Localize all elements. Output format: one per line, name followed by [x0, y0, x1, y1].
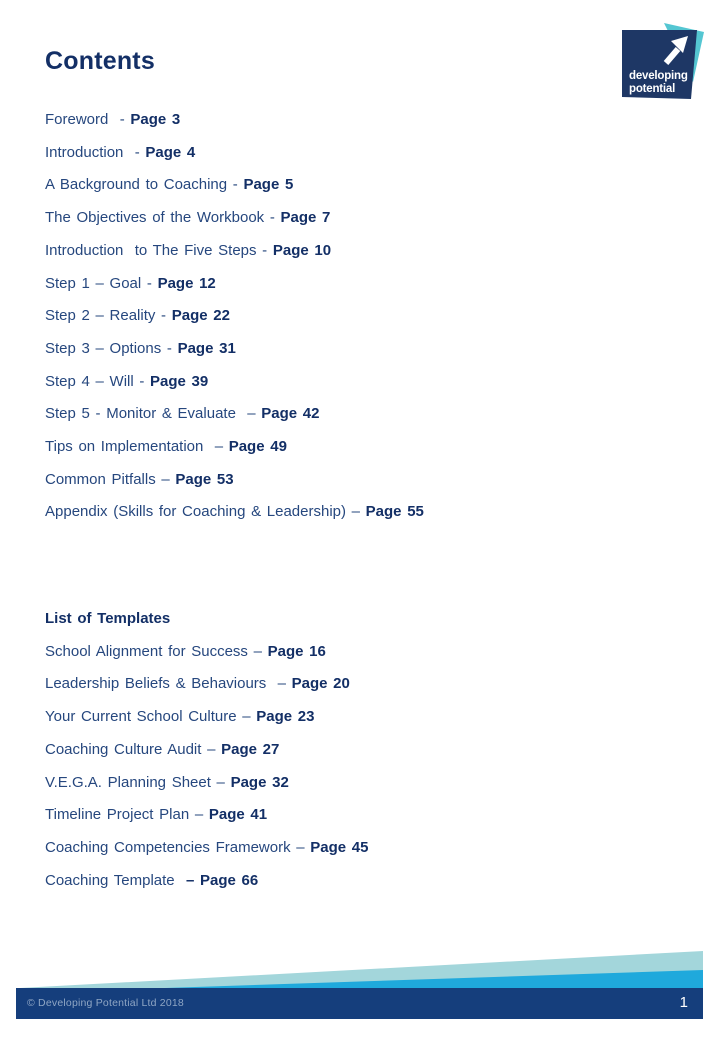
toc-entry-label: Foreword - — [45, 111, 131, 128]
template-entry-page: Page 23 — [256, 708, 315, 726]
toc-entry — [45, 137, 424, 170]
toc-entry-label: Appendix (Skills for Coaching & Leadership) – — [45, 503, 366, 521]
toc-entry — [45, 235, 424, 268]
toc-entry-label: The Objectives of the Workbook - — [45, 209, 281, 227]
page-number: 1 — [679, 994, 688, 1011]
toc-entry — [45, 431, 424, 464]
toc-entry — [45, 333, 424, 366]
template-entry-page: Page 41 — [208, 806, 268, 824]
template-entry — [45, 767, 369, 800]
template-entry-label: Coaching Template — [45, 871, 186, 889]
template-entry — [45, 799, 369, 832]
contents-list — [45, 104, 424, 529]
toc-entry-page: Page 7 — [280, 209, 331, 227]
template-entry-page: Page 16 — [267, 642, 326, 660]
toc-entry-page: Page 10 — [272, 241, 332, 259]
toc-entry-label: Common Pitfalls – — [45, 470, 176, 488]
toc-entry — [45, 496, 424, 529]
copyright-text: © Developing Potential Ltd 2018 — [27, 997, 184, 1009]
toc-entry-page: Page 42 — [261, 405, 320, 423]
template-entry-page: Page 20 — [291, 675, 350, 693]
toc-entry-page: Page 53 — [175, 470, 234, 488]
templates-heading: List of Templates — [45, 610, 171, 627]
template-entry — [45, 832, 369, 865]
toc-entry — [45, 464, 424, 497]
toc-entry — [45, 268, 424, 301]
toc-entry-page: Page 12 — [157, 274, 216, 292]
template-entry-page: – Page 66 — [185, 871, 259, 889]
toc-entry-label: Step 4 – Will - — [45, 372, 151, 390]
template-entry-page: Page 45 — [310, 838, 369, 856]
template-entry-label: School Alignment for Success – — [45, 642, 268, 660]
logo-graphic — [620, 20, 706, 100]
template-entry — [45, 701, 369, 734]
toc-entry-label: Introduction - — [45, 143, 146, 161]
toc-entry-label: A Background to Coaching - — [45, 176, 244, 194]
template-entry — [45, 668, 369, 701]
templates-list — [45, 603, 369, 897]
template-entry — [45, 734, 369, 767]
footer-wave — [0, 948, 720, 1020]
template-entry-label: V.E.G.A. Planning Sheet – — [45, 773, 231, 791]
toc-entry — [45, 169, 424, 202]
toc-entry-label: Step 5 - Monitor & Evaluate – — [45, 405, 262, 423]
toc-entry-page: Page 39 — [150, 372, 209, 390]
template-entry-label: Leadership Beliefs & Behaviours – — [45, 675, 292, 693]
toc-entry-page: Page 4 — [145, 143, 196, 161]
toc-entry-page: Page 55 — [365, 503, 424, 521]
developing-potential-logo — [620, 20, 706, 100]
logo-text-line1: developing — [629, 70, 688, 82]
logo-text-line2: potential — [629, 83, 676, 95]
toc-entry-label: Step 1 – Goal - — [45, 274, 158, 292]
toc-entry-page: Page 49 — [228, 438, 287, 456]
toc-entry-page: Page 31 — [177, 339, 236, 357]
toc-entry-page: Page 22 — [171, 307, 230, 325]
toc-entry-label: Introduction to The Five Steps - — [45, 241, 273, 259]
template-entry — [45, 636, 369, 669]
toc-entry — [45, 300, 424, 333]
toc-entry-label: Step 2 – Reality - — [45, 307, 172, 325]
template-entry-page: Page 32 — [230, 773, 289, 791]
toc-entry-page: Page 3 — [130, 111, 181, 128]
toc-entry-page: Page 5 — [243, 176, 294, 194]
template-entry-label: Timeline Project Plan – — [45, 806, 209, 824]
toc-entry-label: Tips on Implementation – — [45, 438, 229, 456]
template-entry-label: Coaching Culture Audit – — [45, 740, 222, 758]
page-title: Contents — [45, 47, 155, 75]
toc-entry — [45, 104, 424, 137]
template-entry — [45, 865, 369, 898]
template-entry-page: Page 27 — [221, 740, 280, 758]
toc-entry — [45, 366, 424, 399]
toc-entry — [45, 398, 424, 431]
toc-entry — [45, 202, 424, 235]
template-entry-label: Coaching Competencies Framework – — [45, 838, 311, 856]
toc-entry-label: Step 3 – Options - — [45, 339, 178, 357]
template-entry-label: Your Current School Culture – — [45, 708, 257, 726]
